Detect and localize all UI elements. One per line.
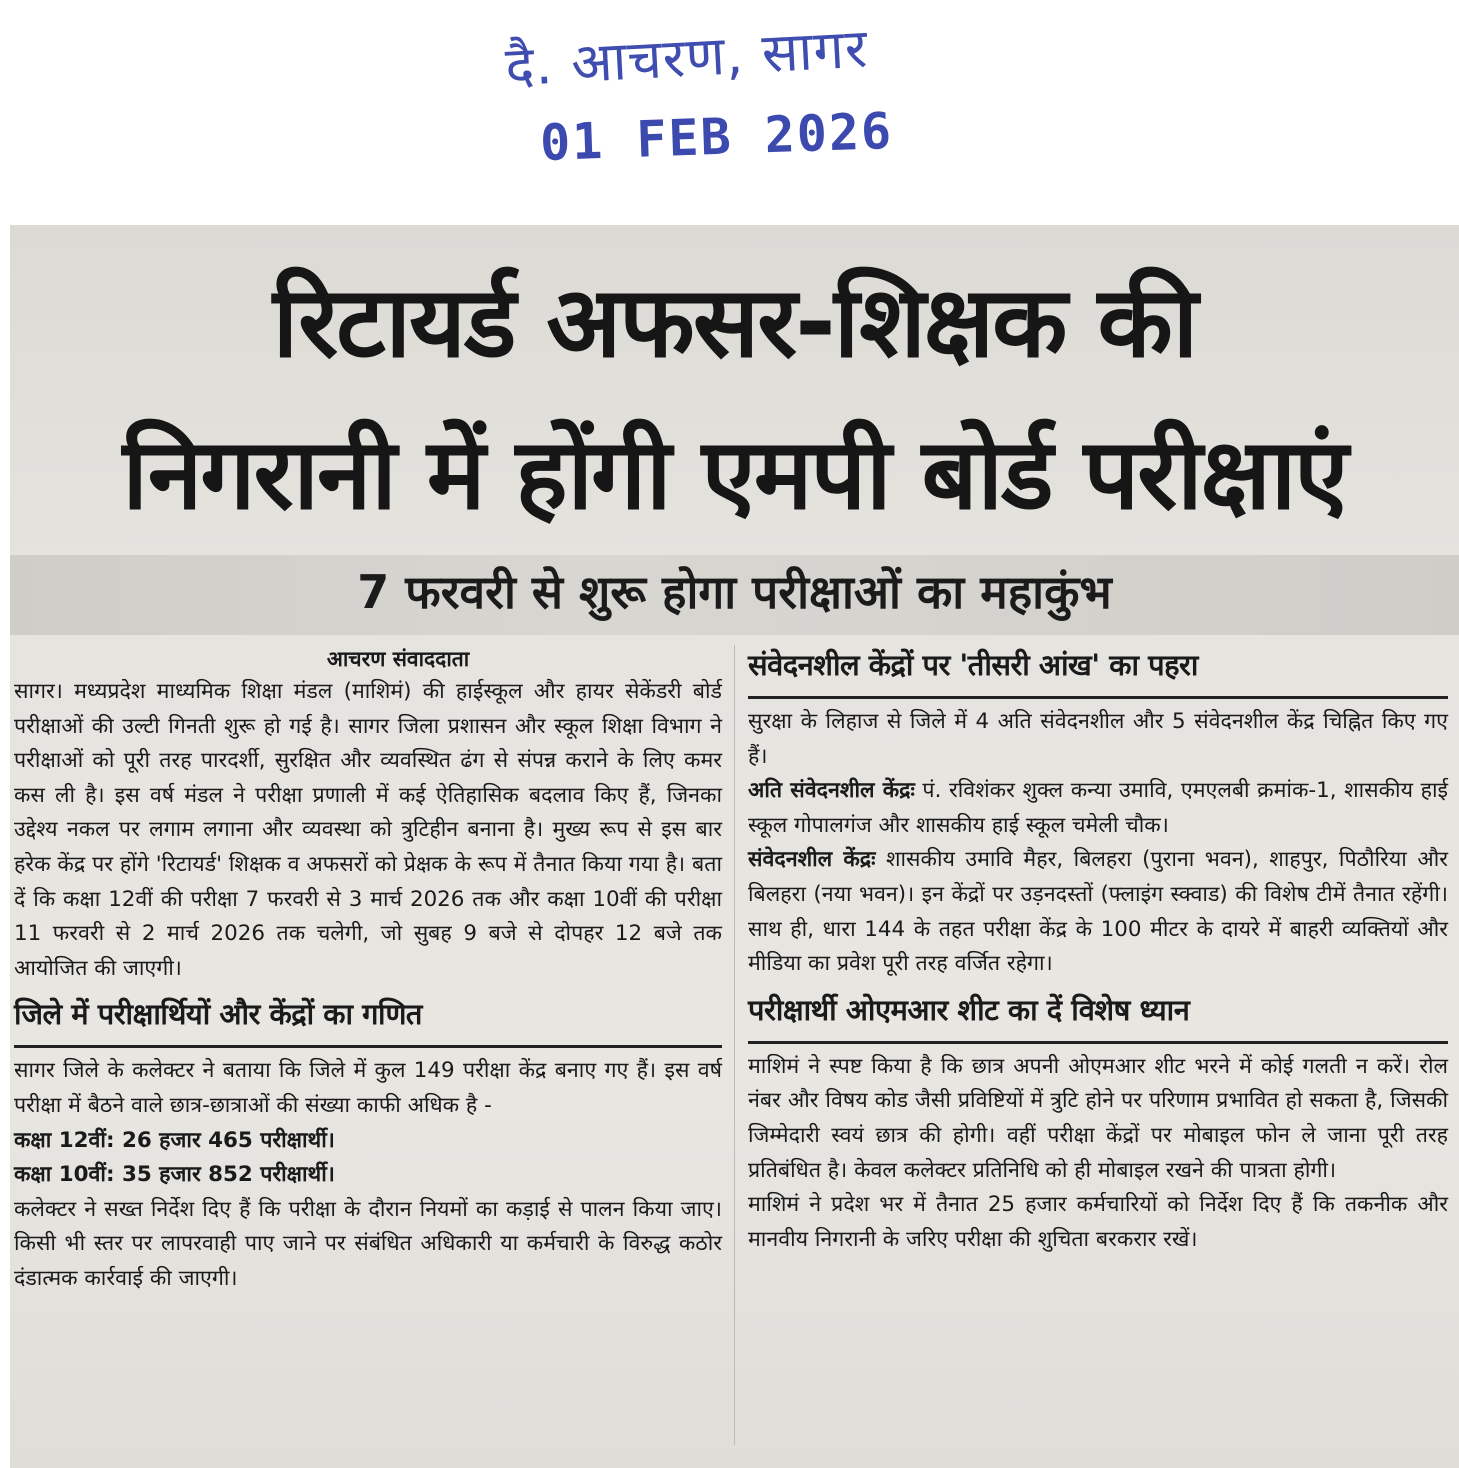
stamp-date: 01 FEB 2026 [539,101,895,173]
headline-line-1: रिटायर्ड अफसर-शिक्षक की [272,266,1197,380]
collector-instructions-paragraph: कलेक्टर ने सख्त निर्देश दिए हैं कि परीक्षा के दौरान नियमों का कड़ाई से पालन किया जाए। किसी भी स्तर पर लापरवाही पाए जाने पर संबंधित अधिकारी या कर्मचारी के विरुद्ध कठोर दंडात्मक कार्रवाई की जाएगी। [14,1196,722,1291]
stat-class-12: कक्षा 12वीं: 26 हजार 465 परीक्षार्थी। [14,1127,335,1153]
left-column [14,645,722,1297]
very-sensitive-centres-paragraph [748,774,1448,843]
byline: आचरण संवाददाता [326,647,470,671]
intro-paragraph: सागर। मध्यप्रदेश माध्यमिक शिक्षा मंडल (माशिमं) की हाईस्कूल और हायर सेकेंडरी बोर्ड परीक्षाओं की उल्टी गिनती शुरू हो गई है। सागर जिला प्रशासन और स्कूल शिक्षा विभाग ने परीक्षाओं को पूरी तरह पारदर्शी, सुरक्षित और व्यवस्थित ढंग से संपन्न कराने के लिए कमर कस ली है। इस वर्ष मंडल ने परीक्षा प्रणाली में कई ऐतिहासिक बदलाव किए हैं, जिनका उद्देश्य नकल पर लगाम लगाना और व्यवस्था को त्रुटिहीन बनाना है। मुख्य रूप से इस बार हरेक केंद्र पर होंगे 'रिटायर्ड' शिक्षक व अफसरों को प्रेक्षक के रूप में तैनात किया गया है। बता दें कि कक्षा 12वीं की परीक्षा 7 फरवरी से 3 मार्च 2026 तक और कक्षा 10वीं की परीक्षा 11 फरवरी से 2 मार्च 2026 तक चलेगी, जो सुबह 9 बजे से दोपहर 12 बजे तक आयोजित की जाएगी। [14,679,722,981]
sensitive-centres-list-paragraph [748,843,1448,981]
sensitive-label: संवेदनशील केंद्रः [748,847,876,873]
district-stats-paragraph: सागर जिले के कलेक्टर ने बताया कि जिले में कुल 149 परीक्षा केंद्र बनाए गए हैं। इस वर्ष परीक्षा में बैठने वाले छात्र-छात्राओं की संख्या काफी अधिक है - [14,1058,722,1118]
very-sensitive-label: अति संवेदनशील केंद्रः [748,778,915,804]
newspaper-stamp [0,0,1459,220]
column-divider [734,645,735,1445]
very-sensitive-text: पं. रविशंकर शुक्ल कन्या उमावि, एमएलबी क्रमांक-1, शासकीय हाई स्कूल गोपालगंज और शासकीय हाई स्कूल चमेली चौक। [748,778,1448,838]
section-title-sensitive-centres: संवेदनशील केंद्रों पर 'तीसरी आंख' का पहरा [748,645,1448,699]
omr-paragraph-1: माशिमं ने स्पष्ट किया है कि छात्र अपनी ओएमआर शीट भरने में कोई गलती न करें। रोल नंबर और विषय कोड जैसी प्रविष्टियों में त्रुटि होने पर परिणाम प्रभावित हो सकता है, जिसकी जिम्मेदारी स्वयं छात्र की होगी। वहीं परीक्षा केंद्रों पर मोबाइल फोन ले जाना पूरी तरह प्रतिबंधित है। केवल कलेक्टर प्रतिनिधि को ही मोबाइल रखने की पात्रता होगी। [748,1053,1448,1183]
headline-line-2: निगरानी में होंगी एमपी बोर्ड परीक्षाएं [122,418,1347,532]
stat-class-10: कक्षा 10वीं: 35 हजार 852 परीक्षार्थी। [14,1162,335,1188]
sensitive-text: शासकीय उमावि मैहर, बिलहरा (पुराना भवन), शाहपुर, पिठौरिया और बिलहरा (नया भवन)। इन केंद्रों पर उड़नदस्तों (फ्लाइंग स्क्वाड) की विशेष टीमें तैनात रहेंगी। साथ ही, धारा 144 के तहत परीक्षा केंद्र के 100 मीटर के दायरे में बाहरी व्यक्तियों और मीडिया का प्रवेश पूरी तरह वर्जित रहेगा। [748,847,1448,977]
section-title-district-stats: जिले में परीक्षार्थियों और केंद्रों का गणित [14,994,722,1048]
stamp-publication: दै. आचरण, सागर [503,16,870,99]
subheadline: 7 फरवरी से शुरू होगा परीक्षाओं का महाकुंभ [357,565,1112,619]
right-column [748,645,1448,1257]
omr-paragraph-2: माशिमं ने प्रदेश भर में तैनात 25 हजार कर्मचारियों को निर्देश दिए हैं कि तकनीक और मानवीय निगरानी के जरिए परीक्षा की शुचिता बरकरार रखें। [748,1192,1448,1252]
section-title-omr-sheet: परीक्षार्थी ओएमआर शीट का दें विशेष ध्यान [748,990,1448,1044]
newspaper-clipping [10,225,1459,1468]
sensitive-centres-paragraph: सुरक्षा के लिहाज से जिले में 4 अति संवेदनशील और 5 संवेदनशील केंद्र चिह्नित किए गए हैं। [748,709,1448,769]
